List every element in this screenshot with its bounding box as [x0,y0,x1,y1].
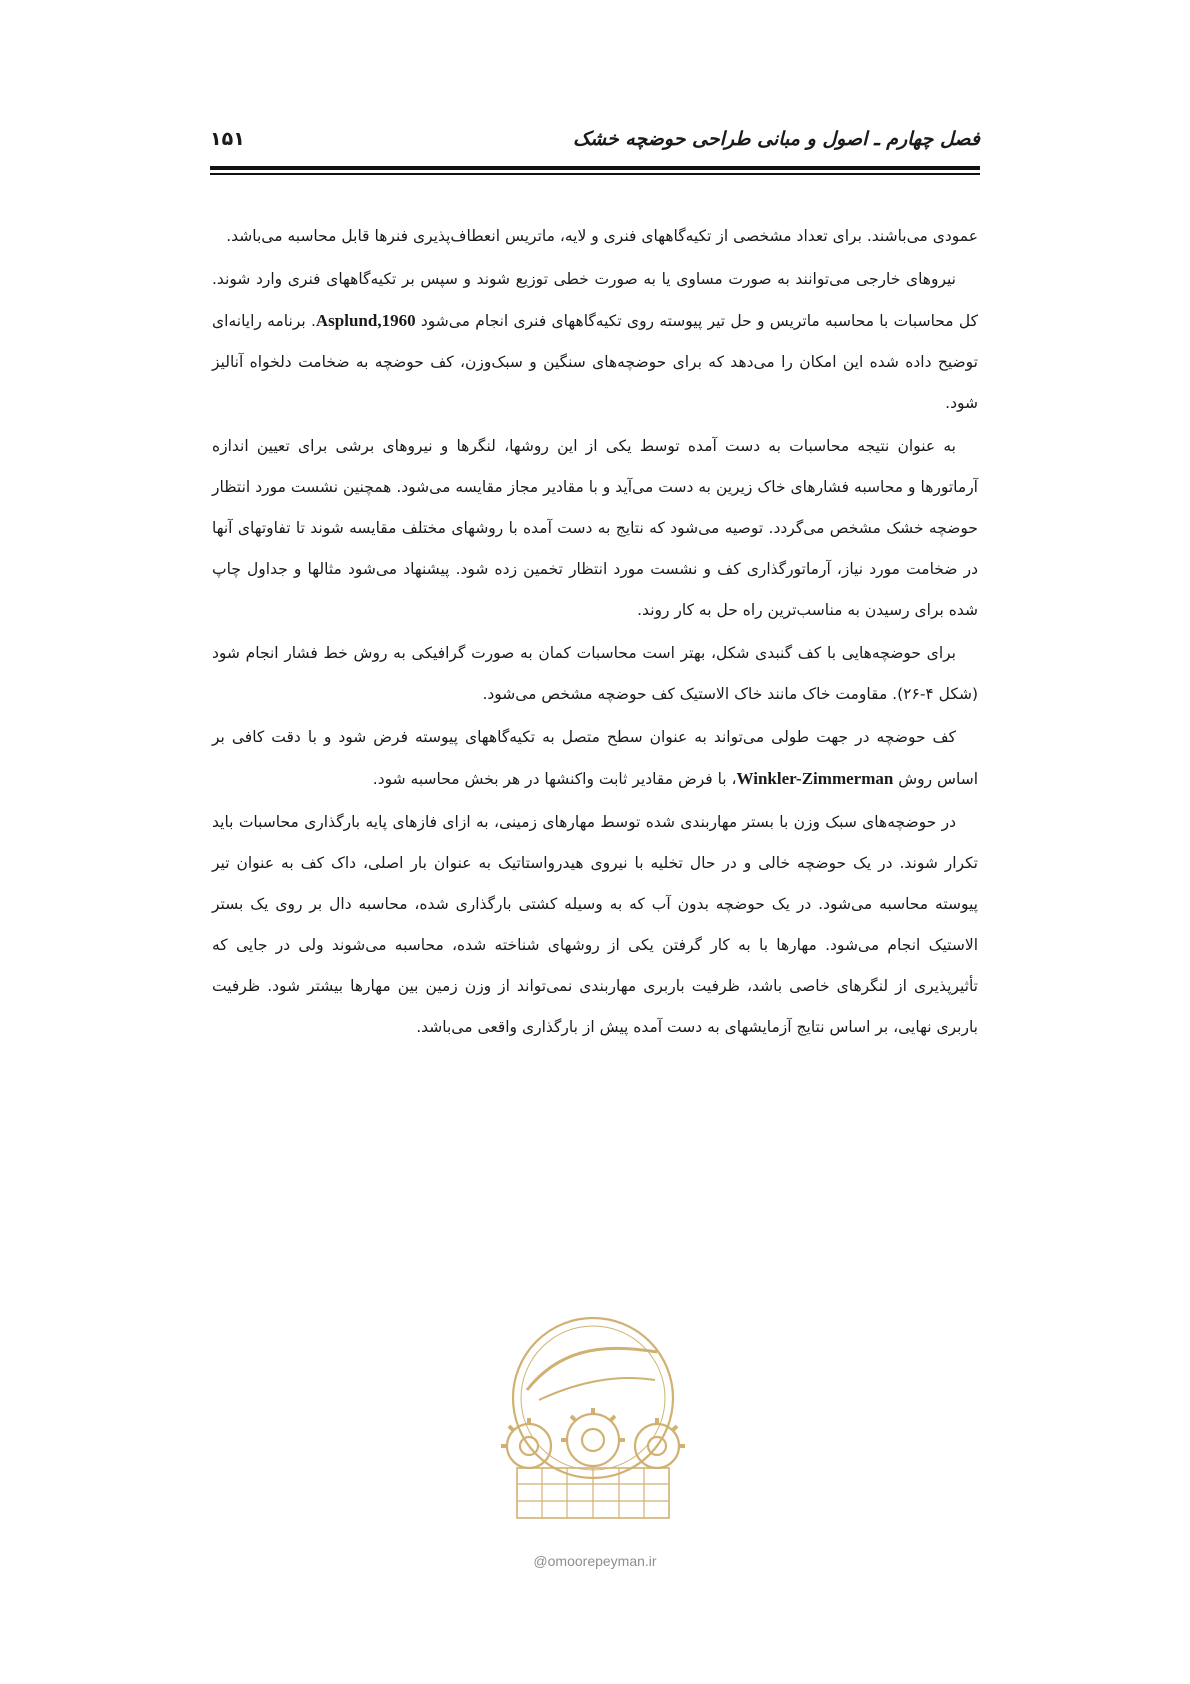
paragraph-4 [212,633,978,715]
paragraph-text: ، با فرض مقادیر ثابت واکنشها در هر بخش محاسبه شود. [372,770,737,788]
paragraph-text: در حوضچه‌های سبک وزن با بستر مهاربندی شده توسط مهارهای زمینی، به ازای فازهای پایه بارگذاری محاسبات باید تکرار شوند. در یک حوضچه خالی و در حال تخلیه با نیروی هیدرواستاتیک به عنوان بار اصلی، داک کف به عنوان تیر پیوسته محاسبه می‌شود. در یک حوضچه بدون آب که به وسیله کشتی بارگذاری شده، محاسبه دال بر روی یک بستر الاستیک انجام می‌شود. مهارها با به کار گرفتن یکی از روشهای شناخته شده، محاسبه می‌شوند ولی در جایی که تأثیرپذیری از لنگرهای خاصی باشد، ظرفیت باربری مهاربندی نمی‌تواند از وزن زمین بین مهارها بیشتر شود. ظرفیت باربری نهایی، بر اساس نتایج آزمایشهای به دست آمده پیش از بارگذاری واقعی می‌باشد. [212,813,978,1036]
paragraph-text: کف حوضچه در جهت طولی می‌تواند به عنوان سطح متصل به تکیه‌گاههای پیوسته فرض شود و با دقت کافی بر اساس روش [212,728,978,788]
watermark-logo-icon [487,1312,703,1552]
paragraph-text: به عنوان نتیجه محاسبات به دست آمده توسط یکی از این روشها، لنگرها و نیروهای برشی برای تعیین اندازه آرماتورها و محاسبه فشارهای خاک زیرین به دست می‌آید و با مقادیر مجاز مقایسه می‌شود. همچنین نشست مورد انتظار حوضچه خشک مشخص می‌گردد. توصیه می‌شود که نتایج به دست آمده با روشهای مختلف مقایسه شوند تا تفاوتهای آنها در ضخامت مورد نیاز، آرماتورگذاری کف و نشست مورد انتظار تخمین زده شود. پیشنهاد می‌شود مثالها و جداول چاپ شده برای رسیدن به مناسب‌ترین راه حل به کار روند. [212,437,978,619]
header-rule-thin [210,173,980,175]
page-number: ۱۵۱ [210,128,245,150]
paragraph-1 [212,216,978,257]
chapter-title: فصل چهارم ـ اصول و مبانی طراحی حوضچه خشک [572,128,980,150]
method-winkler-zimmerman: Winkler-Zimmerman [736,769,894,788]
header-rule-thick [210,166,980,170]
page-header [210,126,980,166]
citation-asplund: Asplund,1960 [315,311,416,330]
watermark-url: @omoorepeyman.ir [533,1553,657,1569]
paragraph-text: برای حوضچه‌هایی با کف گنبدی شکل، بهتر است محاسبات کمان به صورت گرافیکی به روش خط فشار انجام شود (شکل ۴-۲۶). مقاومت خاک مانند خاک الاستیک کف حوضچه مشخص می‌شود. [212,644,978,703]
paragraph-text: . برنامه رایانه‌ای توضیح داده شده این امکان را می‌دهد که برای حوضچه‌های سنگین و سبک‌وزن، کف حوضچه به ضخامت دلخواه آنالیز شود. [212,312,978,412]
paragraph-text: عمودی می‌باشند. برای تعداد مشخصی از تکیه‌گاههای فنری و لایه، ماتریس انعطاف‌پذیری فنرها قابل محاسبه می‌باشد. [226,227,978,245]
paragraph-3 [212,426,978,631]
paragraph-5 [212,717,978,800]
paragraph-6 [212,802,978,1048]
watermark-logo [487,1312,703,1552]
paragraph-2 [212,259,978,424]
body-text [212,216,978,1050]
paragraph-text: نیروهای خارجی می‌توانند به صورت مساوی یا به صورت خطی توزیع شوند و سپس بر تکیه‌گاههای فنری وارد شوند. کل محاسبات با محاسبه ماتریس و حل تیر پیوسته روی تکیه‌گاههای فنری انجام می‌شود [212,270,978,330]
